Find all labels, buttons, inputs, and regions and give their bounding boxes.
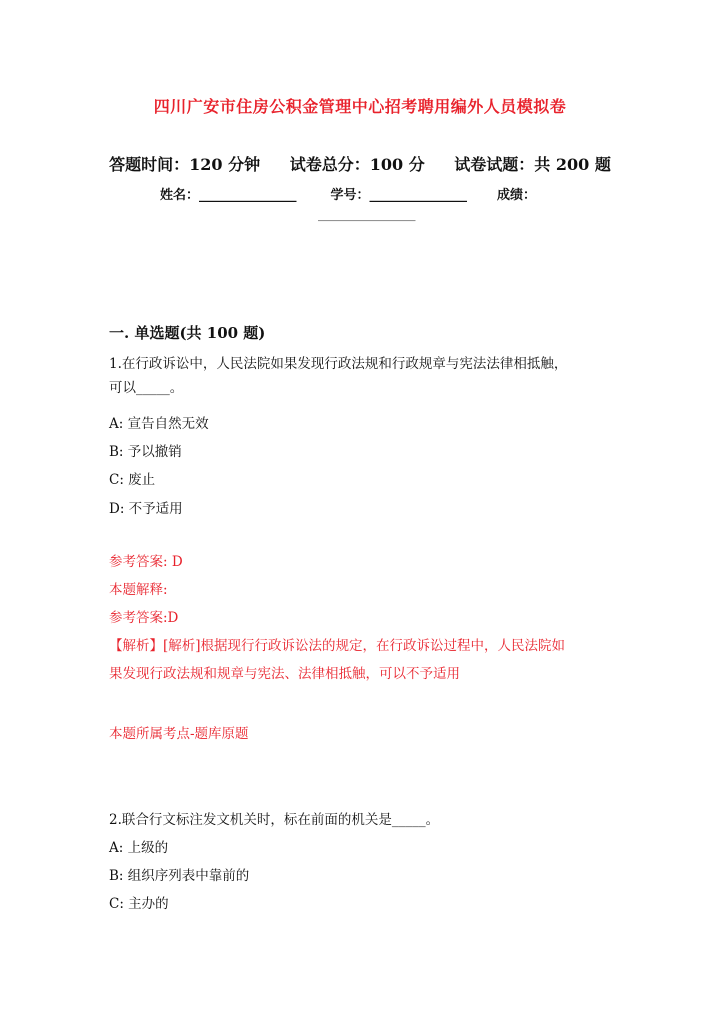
question-2-option-c: C: 主办的 [109, 896, 169, 912]
question-1-option-d: D: 不予适用 [109, 501, 183, 517]
student-info [160, 184, 536, 203]
question-1-answer: 参考答案: D [109, 554, 183, 570]
question-1-answer-block [109, 548, 609, 688]
question-1-stem-line1: 1.在行政诉讼中，人民法院如果发现行政法规和行政规章与宪法法律相抵触， [109, 356, 568, 372]
exam-time: 答题时间：120 分钟 [109, 155, 261, 174]
question-1-option-a: A: 宣告自然无效 [109, 416, 209, 432]
question-1-analysis-line1: 【解析】[解析]根据现行行政诉讼法的规定，在行政诉讼过程中，人民法院如 [109, 638, 566, 654]
question-2-stem: 2.联合行文标注发文机关时，标在前面的机关是_____。 [109, 812, 440, 828]
question-1-explain-label: 本题解释: [109, 582, 168, 598]
id-field: 学号：_______________ [330, 188, 468, 203]
question-1-stem [109, 352, 609, 400]
score-blank: _______________ [318, 207, 416, 222]
question-1-option-b: B: 予以撤销 [109, 444, 182, 460]
question-1-analysis-line2: 果发现行政法规和规章与宪法、法律相抵触，可以不予适用 [109, 666, 460, 682]
score-field: 成绩： [497, 188, 537, 203]
exam-title: 四川广安市住房公积金管理中心招考聘用编外人员模拟卷 [153, 97, 567, 116]
question-2-option-b: B: 组织序列表中靠前的 [109, 868, 250, 884]
exam-meta [0, 152, 720, 175]
exam-total-score: 试卷总分：100 分 [289, 155, 425, 174]
question-1-stem-line2: 可以_____。 [109, 380, 184, 396]
question-1-topic: 本题所属考点-题库原题 [109, 726, 249, 742]
question-1-option-c: C: 废止 [109, 472, 156, 488]
question-1-answer2: 参考答案:D [109, 610, 179, 626]
name-field: 姓名：_______________ [160, 188, 297, 203]
exam-total-questions: 试卷试题：共 200 题 [454, 155, 611, 174]
section-title: 一. 单选题(共 100 题) [109, 324, 266, 342]
question-2-option-a: A: 上级的 [109, 840, 169, 856]
